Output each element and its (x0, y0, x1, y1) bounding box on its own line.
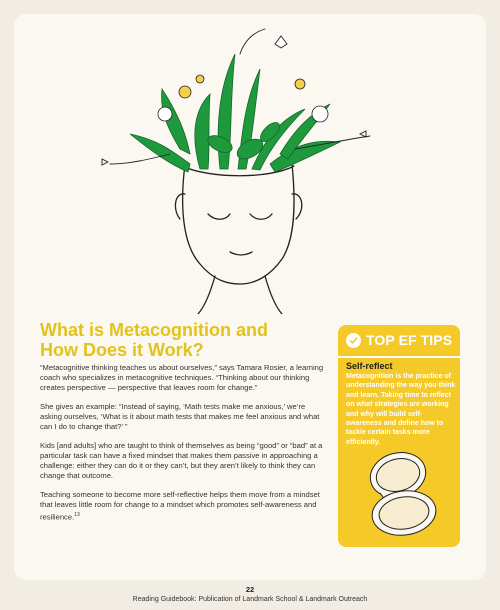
paragraph: She gives an example: “Instead of saying, ‘Math tests make me anxious,’ we’re asking ourselves, ‘What is it about math tests that makes me feel anxious and what can I do to change that?’ ” (40, 402, 320, 431)
paragraph-text: Teaching someone to become more self-reflective helps them move from a mindset that leaves little room for change to a mindset which promotes self-awareness and resilience. (40, 490, 320, 522)
checkmark-icon (346, 333, 361, 348)
closed-eyes (208, 214, 272, 255)
top-ef-tips-box (338, 325, 460, 547)
paragraph: “Metacognitive thinking teaches us about ourselves,” says Tamara Rosier, a learning coach who specializes in metacognitive techniques. “Thinking about our thinking creates perspective — perspective that leaves room for change.” (40, 363, 324, 392)
divider (338, 356, 460, 358)
article-body (40, 363, 325, 532)
compact-mirror-illustration (356, 447, 446, 539)
head-outline (175, 164, 301, 314)
section-heading: What is Metacognition and How Does it Work? (40, 320, 268, 360)
paragraph (40, 490, 325, 523)
head-with-plants-illustration (70, 14, 400, 314)
tip-subtitle: Self-reflect (346, 361, 393, 371)
footnote-marker: 13 (74, 512, 80, 518)
paragraph: Kids [and adults] who are taught to think of themselves as being “good” or “bad” at a particular task can have a fixed mindset that makes them passive in approaching a challenge: either they can do it or they can’t, but they aren’t likely to think they can change that outcome. (40, 441, 323, 480)
footer-text: Reading Guidebook: Publication of Landmark School & Landmark Outreach (132, 596, 368, 603)
page-number: 22 (245, 585, 255, 594)
tip-body: Metacognition is the practice of understanding the way you think and learn. Taking time to reflect on what strategies are working and why will build self-awareness and define how to tackle certain tasks more efficiently. (346, 373, 456, 446)
tips-header (338, 325, 460, 355)
tips-title: TOP EF TIPS (366, 332, 453, 348)
flowers (158, 75, 328, 122)
